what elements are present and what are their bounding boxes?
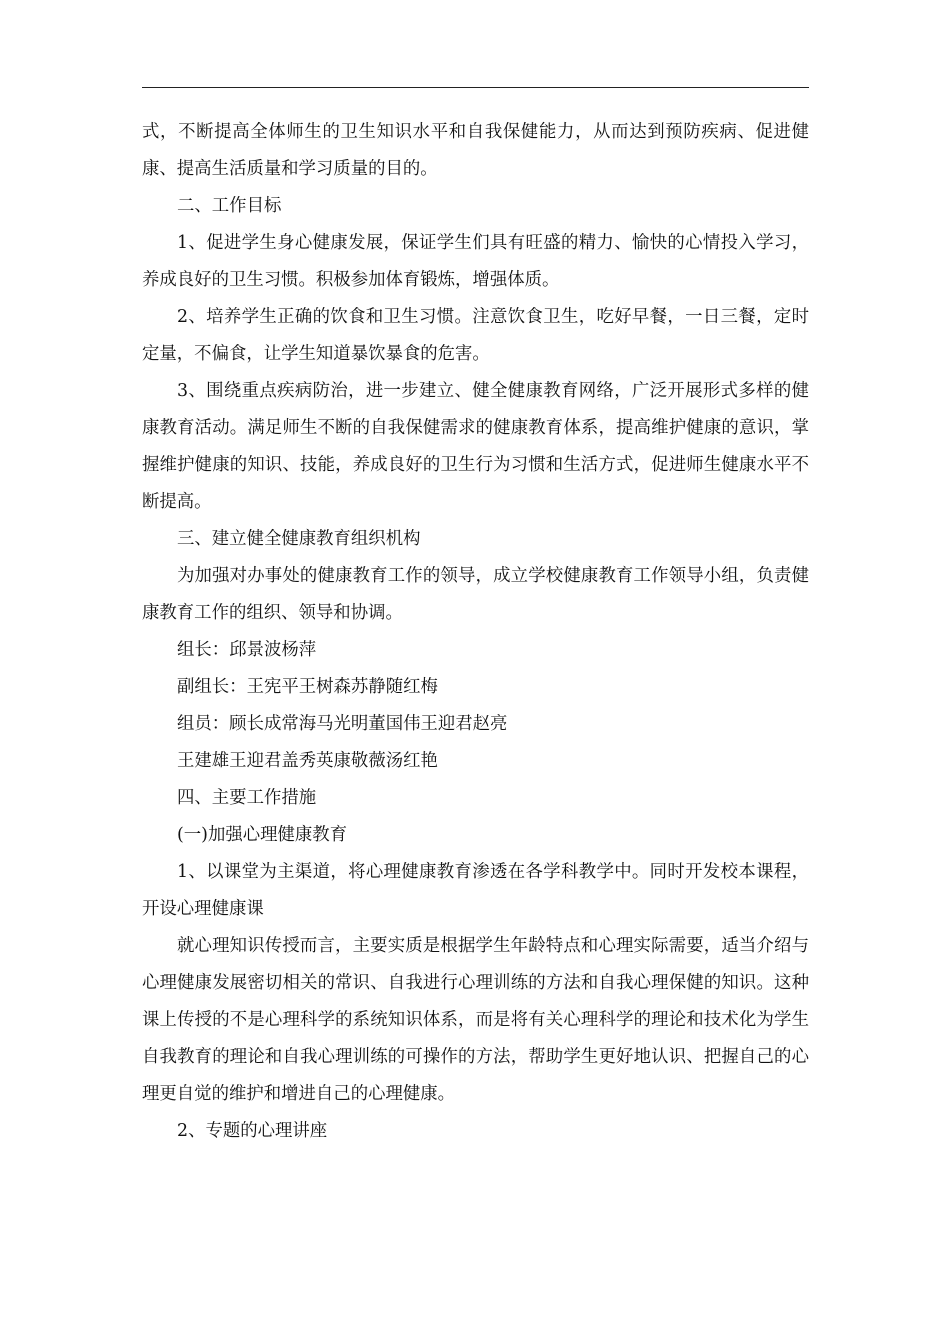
- paragraph: 王建雄王迎君盖秀英康敬薇汤红艳: [177, 751, 438, 771]
- paragraph: 式，不断提高全体师生的卫生知识水平和自我保健能力，从而达到预防疾病、促进健康、提高生活质量和学习质量的目的。: [142, 122, 809, 179]
- paragraph: 2、培养学生正确的饮食和卫生习惯。注意饮食卫生，吃好早餐，一日三餐，定时定量，不偏食，让学生知道暴饮暴食的危害。: [142, 307, 809, 364]
- section-heading: 三、建立健全健康教育组织机构: [177, 529, 421, 549]
- header-rule: [142, 87, 809, 88]
- paragraph: 2、专题的心理讲座: [177, 1121, 328, 1141]
- paragraph: 1、促进学生身心健康发展，保证学生们具有旺盛的精力、愉快的心情投入学习，养成良好的卫生习惯。积极参加体育锻炼，增强体质。: [142, 233, 809, 290]
- subsection-heading: (一)加强心理健康教育: [177, 825, 348, 845]
- paragraph: 副组长：王宪平王树森苏静随红梅: [177, 677, 438, 697]
- paragraph: 1、以课堂为主渠道，将心理健康教育渗透在各学科教学中。同时开发校本课程，开设心理健康课: [142, 862, 809, 919]
- paragraph: 组长：邱景波杨萍: [177, 640, 317, 660]
- paragraph: 为加强对办事处的健康教育工作的领导，成立学校健康教育工作领导小组，负责健康教育工作的组织、领导和协调。: [142, 566, 809, 623]
- paragraph: 就心理知识传授而言，主要实质是根据学生年龄特点和心理实际需要，适当介绍与心理健康发展密切相关的常识、自我进行心理训练的方法和自我心理保健的知识。这种课上传授的不是心理科学的系统知识体系，而是将有关心理科学的理论和技术化为学生自我教育的理论和自我心理训练的可操作的方法，帮助学生更好地认识、把握自己的心理更自觉的维护和增进自己的心理健康。: [142, 936, 809, 1104]
- paragraph: 3、围绕重点疾病防治，进一步建立、健全健康教育网络，广泛开展形式多样的健康教育活动。满足师生不断的自我保健需求的健康教育体系，提高维护健康的意识，掌握维护健康的知识、技能，养成良好的卫生行为习惯和生活方式，促进师生健康水平不断提高。: [142, 381, 809, 512]
- section-heading: 四、主要工作措施: [177, 788, 317, 808]
- paragraph: 组员：顾长成常海马光明董国伟王迎君赵亮: [177, 714, 508, 734]
- document-body: [142, 114, 809, 1150]
- section-heading: 二、工作目标: [177, 196, 282, 216]
